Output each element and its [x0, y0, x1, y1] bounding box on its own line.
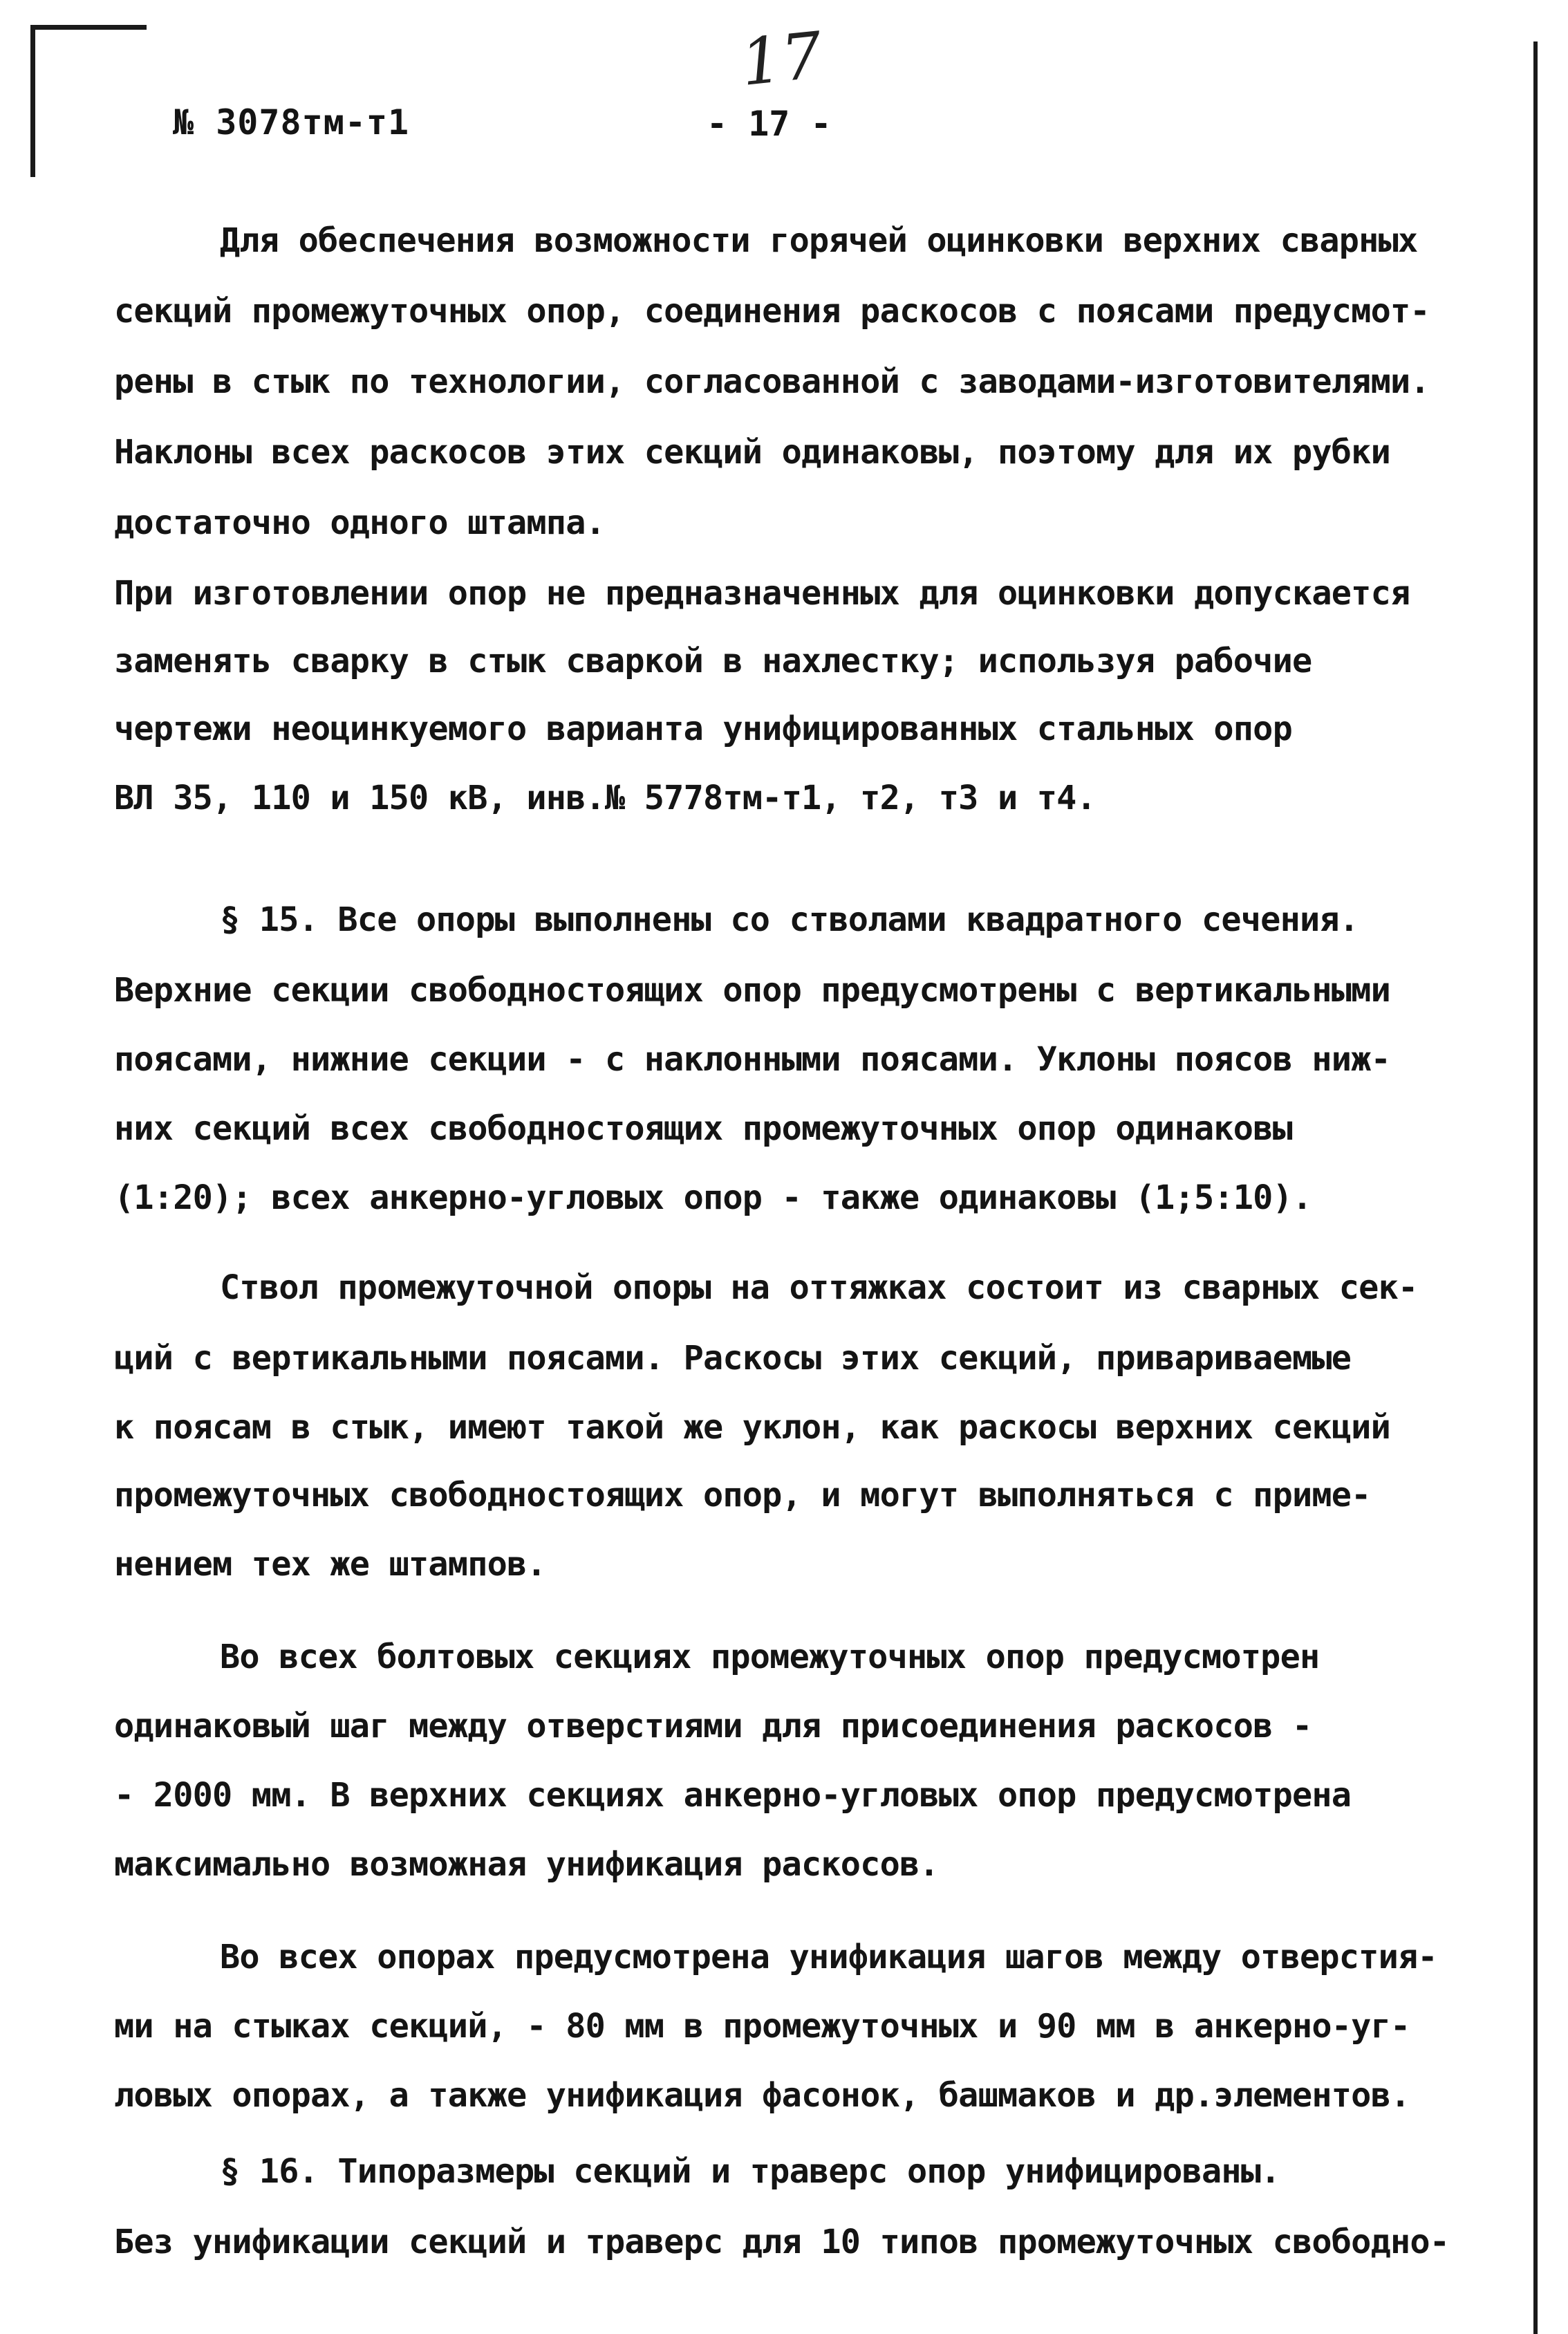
section-16-heading: § 16. Типоразмеры секций и траверс опор унифицированы.	[220, 2152, 1280, 2191]
text-line: ми на стыках секций, - 80 мм в промежуточных и 90 мм в анкерно-уг-	[114, 2007, 1410, 2046]
text-line: к поясам в стык, имеют такой же уклон, как раскосы верхних секций	[114, 1408, 1390, 1447]
text-line: секций промежуточных опор, соединения раскосов с поясами предусмот-	[114, 292, 1430, 331]
text-line: Без унификации секций и траверс для 10 типов промежуточных свободно-	[114, 2223, 1450, 2261]
text-line: промежуточных свободностоящих опор, и могут выполняться с приме-	[114, 1476, 1371, 1515]
text-line: Во всех опорах предусмотрена унификация шагов между отверстия-	[220, 1938, 1437, 1976]
page-number: - 17 -	[707, 104, 832, 144]
text-line: ловых опорах, а также унификация фасонок, башмаков и др.элементов.	[114, 2076, 1410, 2115]
text-line: чертежи неоцинкуемого варианта унифицированных стальных опор	[114, 710, 1292, 748]
text-line: Для обеспечения возможности горячей оцинковки верхних сварных	[220, 221, 1418, 260]
handwritten-page-number: 17	[737, 18, 826, 100]
text-line: нением тех же штампов.	[114, 1545, 546, 1584]
text-line: максимально возможная унификация раскосов.	[114, 1845, 939, 1884]
text-line: - 2000 мм. В верхних секциях анкерно-угловых опор предусмотрена	[114, 1776, 1352, 1815]
text-line: достаточно одного штампа.	[114, 503, 605, 542]
text-line: рены в стык по технологии, согласованной с заводами-изготовителями.	[114, 362, 1430, 401]
scan-frame-corner-top	[30, 25, 147, 30]
document-code: № 3078тм-т1	[173, 102, 410, 142]
scan-frame-right-edge	[1533, 41, 1538, 2334]
text-line: ВЛ 35, 110 и 150 кВ, инв.№ 5778тм-т1, т2, т3 и т4.	[114, 779, 1096, 817]
scan-frame-corner-left	[30, 25, 35, 177]
text-line: поясами, нижние секции - с наклонными поясами. Уклоны поясов ниж-	[114, 1040, 1390, 1079]
text-line: одинаковый шаг между отверстиями для присоединения раскосов -	[114, 1707, 1312, 1745]
text-line: них секций всех свободностоящих промежуточных опор одинаковы	[114, 1109, 1292, 1148]
text-line: Наклоны всех раскосов этих секций одинаковы, поэтому для их рубки	[114, 433, 1390, 472]
text-line: При изготовлении опор не предназначенных для оцинковки допускается	[114, 574, 1410, 613]
text-line: Ствол промежуточной опоры на оттяжках состоит из сварных сек-	[220, 1268, 1418, 1307]
text-line: ций с вертикальными поясами. Раскосы этих секций, привариваемые	[114, 1339, 1352, 1378]
text-line: Верхние секции свободностоящих опор предусмотрены с вертикальными	[114, 971, 1390, 1010]
section-15-heading: § 15. Все опоры выполнены со стволами квадратного сечения.	[220, 900, 1359, 939]
text-line: заменять сварку в стык сваркой в нахлестку; используя рабочие	[114, 642, 1312, 680]
text-line: Во всех болтовых секциях промежуточных опор предусмотрен	[220, 1638, 1320, 1676]
text-line: (1:20); всех анкерно-угловых опор - также одинаковы (1;5:10).	[114, 1178, 1312, 1217]
